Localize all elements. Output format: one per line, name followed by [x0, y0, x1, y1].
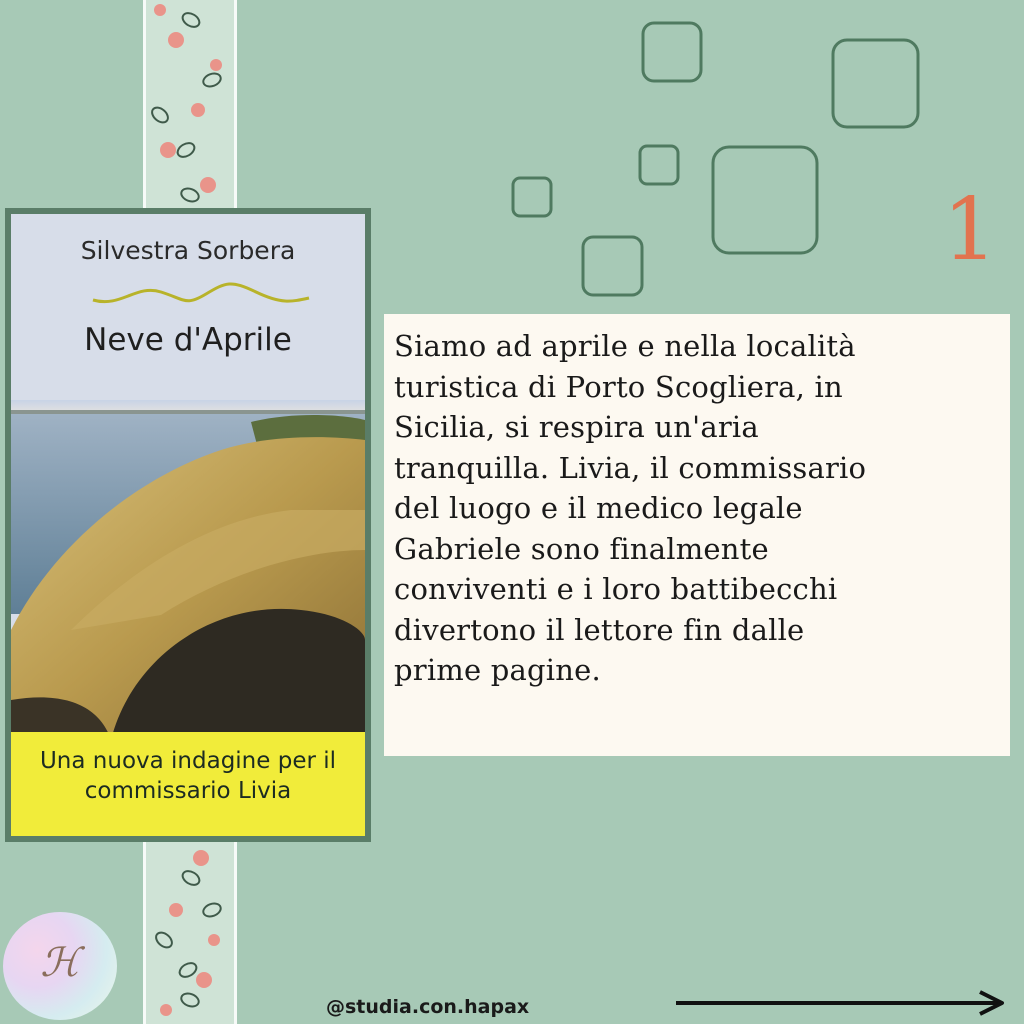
summary-line: turistica di Porto Scogliera, in	[394, 369, 843, 404]
summary-line: tranquilla. Livia, il commissario	[394, 450, 867, 485]
floral-ribbon-bottom	[143, 840, 237, 1024]
next-arrow-icon[interactable]	[672, 988, 1008, 1018]
summary-line: prime pagine.	[394, 653, 601, 687]
summary-line: del luogo e il medico legale	[394, 491, 803, 525]
summary-line: conviventi e i loro battibecchi	[394, 572, 838, 606]
social-handle: @studia.con.hapax	[326, 996, 530, 1018]
coast-photo	[11, 400, 365, 740]
summary-line: Sicilia, si respira un'aria	[394, 410, 759, 444]
summary-text-box	[384, 314, 1010, 756]
summary-paragraph	[394, 326, 1000, 691]
summary-line: Siamo ad aprile e nella località	[394, 329, 856, 363]
brand-logo	[3, 912, 117, 1020]
page-number: 1	[942, 180, 998, 280]
decorative-squares	[0, 0, 1024, 320]
book-author: Silvestra Sorbera	[80, 236, 296, 265]
logo-monogram: ℋ	[40, 940, 80, 986]
cover-tagline: Una nuova indagine per il commissario Livia	[11, 732, 365, 836]
book-title: Neve d'Aprile	[84, 322, 292, 358]
summary-line: divertono il lettore fin dalle	[394, 612, 805, 647]
summary-line: Gabriele sono finalmente	[394, 531, 769, 566]
